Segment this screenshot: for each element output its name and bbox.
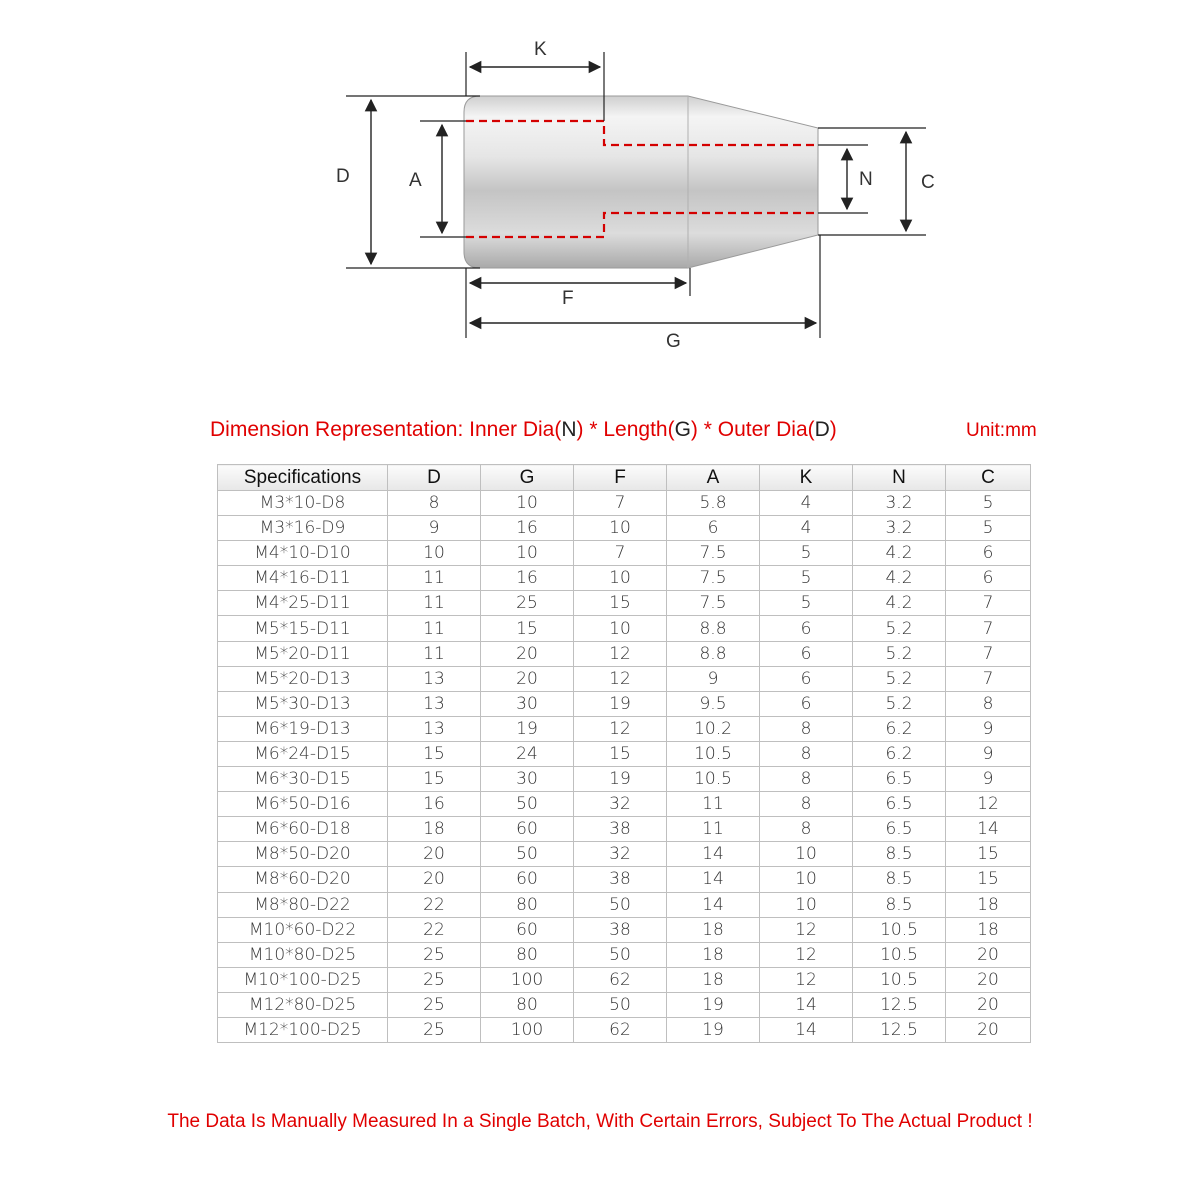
- value-cell-c: 9: [946, 716, 1031, 741]
- column-header-n: N: [853, 465, 946, 491]
- value-cell-d: 25: [388, 967, 481, 992]
- table-row: [218, 942, 1031, 967]
- value-cell-g: 30: [481, 767, 574, 792]
- value-cell-g: 60: [481, 917, 574, 942]
- table-row: [218, 716, 1031, 741]
- value-cell-g: 25: [481, 591, 574, 616]
- spec-cell: M6*19-D13: [218, 716, 388, 741]
- value-cell-c: 7: [946, 666, 1031, 691]
- value-cell-c: 20: [946, 992, 1031, 1017]
- dimension-diagram: [0, 0, 1200, 380]
- value-cell-k: 12: [760, 967, 853, 992]
- value-cell-c: 9: [946, 741, 1031, 766]
- value-cell-f: 12: [574, 666, 667, 691]
- value-cell-k: 5: [760, 566, 853, 591]
- value-cell-f: 7: [574, 541, 667, 566]
- spec-cell: M6*60-D18: [218, 817, 388, 842]
- value-cell-k: 4: [760, 491, 853, 516]
- value-cell-a: 11: [667, 792, 760, 817]
- value-cell-c: 18: [946, 917, 1031, 942]
- value-cell-n: 6.5: [853, 792, 946, 817]
- value-cell-c: 6: [946, 566, 1031, 591]
- bushing-body: [464, 96, 818, 268]
- value-cell-d: 11: [388, 566, 481, 591]
- value-cell-d: 20: [388, 867, 481, 892]
- column-header-specifications: Specifications: [218, 465, 388, 491]
- table-header-row: [218, 465, 1031, 491]
- value-cell-a: 10.5: [667, 767, 760, 792]
- table-row: [218, 867, 1031, 892]
- value-cell-f: 7: [574, 491, 667, 516]
- table-row: [218, 491, 1031, 516]
- heading-mid-1: ) * Length(: [576, 418, 675, 441]
- value-cell-k: 5: [760, 541, 853, 566]
- heading-mid-2: ) * Outer Dia(: [690, 418, 815, 441]
- value-cell-n: 10.5: [853, 917, 946, 942]
- value-cell-k: 12: [760, 917, 853, 942]
- value-cell-n: 6.5: [853, 767, 946, 792]
- value-cell-k: 6: [760, 666, 853, 691]
- value-cell-k: 12: [760, 942, 853, 967]
- value-cell-a: 7.5: [667, 566, 760, 591]
- value-cell-d: 10: [388, 541, 481, 566]
- value-cell-k: 8: [760, 716, 853, 741]
- column-header-a: A: [667, 465, 760, 491]
- value-cell-k: 6: [760, 691, 853, 716]
- specifications-table: [217, 464, 1031, 1043]
- spec-cell: M4*25-D11: [218, 591, 388, 616]
- value-cell-c: 6: [946, 541, 1031, 566]
- value-cell-f: 15: [574, 741, 667, 766]
- value-cell-f: 38: [574, 917, 667, 942]
- value-cell-k: 10: [760, 892, 853, 917]
- value-cell-c: 12: [946, 792, 1031, 817]
- value-cell-c: 20: [946, 967, 1031, 992]
- value-cell-a: 18: [667, 967, 760, 992]
- dim-label-a: A: [409, 170, 422, 191]
- value-cell-a: 19: [667, 1017, 760, 1042]
- heading-suffix: ): [829, 418, 837, 441]
- value-cell-k: 5: [760, 591, 853, 616]
- value-cell-f: 12: [574, 641, 667, 666]
- value-cell-f: 38: [574, 817, 667, 842]
- value-cell-a: 6: [667, 516, 760, 541]
- value-cell-d: 13: [388, 666, 481, 691]
- value-cell-g: 19: [481, 716, 574, 741]
- value-cell-c: 7: [946, 591, 1031, 616]
- value-cell-f: 50: [574, 892, 667, 917]
- value-cell-a: 19: [667, 992, 760, 1017]
- value-cell-d: 15: [388, 767, 481, 792]
- value-cell-a: 8.8: [667, 641, 760, 666]
- value-cell-k: 8: [760, 767, 853, 792]
- value-cell-d: 13: [388, 716, 481, 741]
- value-cell-d: 16: [388, 792, 481, 817]
- spec-cell: M6*30-D15: [218, 767, 388, 792]
- spec-cell: M3*16-D9: [218, 516, 388, 541]
- spec-cell: M10*100-D25: [218, 967, 388, 992]
- value-cell-n: 10.5: [853, 967, 946, 992]
- table-row: [218, 992, 1031, 1017]
- value-cell-d: 15: [388, 741, 481, 766]
- spec-cell: M10*60-D22: [218, 917, 388, 942]
- value-cell-g: 20: [481, 641, 574, 666]
- table-row: [218, 591, 1031, 616]
- value-cell-c: 20: [946, 1017, 1031, 1042]
- value-cell-f: 10: [574, 516, 667, 541]
- table-row: [218, 516, 1031, 541]
- value-cell-g: 100: [481, 1017, 574, 1042]
- value-cell-a: 14: [667, 842, 760, 867]
- value-cell-k: 4: [760, 516, 853, 541]
- value-cell-n: 10.5: [853, 942, 946, 967]
- value-cell-g: 60: [481, 817, 574, 842]
- unit-label: Unit:mm: [966, 420, 1037, 441]
- value-cell-g: 100: [481, 967, 574, 992]
- value-cell-c: 15: [946, 842, 1031, 867]
- table-row: [218, 616, 1031, 641]
- value-cell-n: 5.2: [853, 691, 946, 716]
- value-cell-k: 8: [760, 741, 853, 766]
- value-cell-n: 8.5: [853, 867, 946, 892]
- value-cell-c: 5: [946, 491, 1031, 516]
- heading-prefix: Dimension Representation: Inner Dia(: [210, 418, 562, 441]
- value-cell-g: 60: [481, 867, 574, 892]
- heading-letter-g: G: [674, 418, 691, 441]
- value-cell-g: 80: [481, 942, 574, 967]
- value-cell-n: 5.2: [853, 641, 946, 666]
- value-cell-g: 80: [481, 992, 574, 1017]
- value-cell-c: 9: [946, 767, 1031, 792]
- spec-cell: M8*80-D22: [218, 892, 388, 917]
- value-cell-k: 14: [760, 1017, 853, 1042]
- value-cell-a: 18: [667, 917, 760, 942]
- value-cell-d: 20: [388, 842, 481, 867]
- table-row: [218, 767, 1031, 792]
- value-cell-a: 9.5: [667, 691, 760, 716]
- table-row: [218, 917, 1031, 942]
- value-cell-f: 12: [574, 716, 667, 741]
- value-cell-n: 6.2: [853, 741, 946, 766]
- table-row: [218, 967, 1031, 992]
- value-cell-n: 3.2: [853, 491, 946, 516]
- value-cell-d: 25: [388, 942, 481, 967]
- value-cell-d: 13: [388, 691, 481, 716]
- spec-cell: M8*60-D20: [218, 867, 388, 892]
- value-cell-a: 9: [667, 666, 760, 691]
- dim-label-f: F: [562, 288, 574, 309]
- value-cell-a: 14: [667, 867, 760, 892]
- value-cell-d: 11: [388, 591, 481, 616]
- value-cell-f: 50: [574, 992, 667, 1017]
- value-cell-n: 12.5: [853, 1017, 946, 1042]
- value-cell-g: 16: [481, 516, 574, 541]
- value-cell-c: 8: [946, 691, 1031, 716]
- value-cell-g: 50: [481, 842, 574, 867]
- value-cell-f: 62: [574, 1017, 667, 1042]
- value-cell-a: 10.5: [667, 741, 760, 766]
- heading-letter-d: D: [814, 418, 830, 441]
- table-body: [218, 491, 1031, 1043]
- value-cell-a: 5.8: [667, 491, 760, 516]
- value-cell-k: 8: [760, 792, 853, 817]
- value-cell-g: 10: [481, 541, 574, 566]
- value-cell-f: 19: [574, 767, 667, 792]
- spec-cell: M3*10-D8: [218, 491, 388, 516]
- value-cell-f: 10: [574, 566, 667, 591]
- measurement-disclaimer: The Data Is Manually Measured In a Single Batch, With Certain Errors, Subject To The Actual Product !: [167, 1111, 1033, 1132]
- value-cell-n: 4.2: [853, 541, 946, 566]
- value-cell-g: 15: [481, 616, 574, 641]
- value-cell-d: 25: [388, 992, 481, 1017]
- value-cell-c: 15: [946, 867, 1031, 892]
- value-cell-n: 12.5: [853, 992, 946, 1017]
- value-cell-a: 11: [667, 817, 760, 842]
- value-cell-c: 7: [946, 641, 1031, 666]
- dim-label-n: N: [859, 169, 873, 190]
- value-cell-n: 4.2: [853, 591, 946, 616]
- value-cell-f: 19: [574, 691, 667, 716]
- value-cell-g: 30: [481, 691, 574, 716]
- value-cell-f: 38: [574, 867, 667, 892]
- value-cell-k: 10: [760, 842, 853, 867]
- value-cell-k: 8: [760, 817, 853, 842]
- value-cell-a: 7.5: [667, 591, 760, 616]
- table-row: [218, 1017, 1031, 1042]
- value-cell-d: 18: [388, 817, 481, 842]
- heading-letter-n: N: [561, 418, 577, 441]
- value-cell-k: 6: [760, 641, 853, 666]
- value-cell-g: 20: [481, 666, 574, 691]
- spec-cell: M8*50-D20: [218, 842, 388, 867]
- value-cell-f: 50: [574, 942, 667, 967]
- value-cell-g: 10: [481, 491, 574, 516]
- column-header-f: F: [574, 465, 667, 491]
- value-cell-k: 6: [760, 616, 853, 641]
- value-cell-a: 14: [667, 892, 760, 917]
- table-row: [218, 741, 1031, 766]
- value-cell-g: 16: [481, 566, 574, 591]
- value-cell-a: 7.5: [667, 541, 760, 566]
- value-cell-g: 80: [481, 892, 574, 917]
- value-cell-c: 14: [946, 817, 1031, 842]
- value-cell-n: 6.5: [853, 817, 946, 842]
- value-cell-f: 10: [574, 616, 667, 641]
- table-row: [218, 541, 1031, 566]
- value-cell-c: 7: [946, 616, 1031, 641]
- table-row: [218, 842, 1031, 867]
- table-row: [218, 817, 1031, 842]
- spec-cell: M5*30-D13: [218, 691, 388, 716]
- value-cell-a: 8.8: [667, 616, 760, 641]
- spec-cell: M6*50-D16: [218, 792, 388, 817]
- value-cell-f: 15: [574, 591, 667, 616]
- value-cell-n: 3.2: [853, 516, 946, 541]
- value-cell-n: 6.2: [853, 716, 946, 741]
- table-row: [218, 792, 1031, 817]
- column-header-c: C: [946, 465, 1031, 491]
- spec-cell: M12*100-D25: [218, 1017, 388, 1042]
- dim-label-d: D: [336, 166, 350, 187]
- table-row: [218, 666, 1031, 691]
- value-cell-d: 22: [388, 917, 481, 942]
- value-cell-n: 4.2: [853, 566, 946, 591]
- value-cell-c: 20: [946, 942, 1031, 967]
- table-row: [218, 691, 1031, 716]
- value-cell-n: 5.2: [853, 616, 946, 641]
- dim-label-g: G: [666, 331, 681, 352]
- value-cell-g: 50: [481, 792, 574, 817]
- value-cell-f: 32: [574, 842, 667, 867]
- value-cell-f: 32: [574, 792, 667, 817]
- table-row: [218, 892, 1031, 917]
- value-cell-n: 8.5: [853, 842, 946, 867]
- value-cell-c: 18: [946, 892, 1031, 917]
- dim-label-k: K: [534, 39, 547, 60]
- value-cell-f: 62: [574, 967, 667, 992]
- spec-cell: M4*10-D10: [218, 541, 388, 566]
- value-cell-c: 5: [946, 516, 1031, 541]
- value-cell-n: 5.2: [853, 666, 946, 691]
- spec-cell: M5*20-D13: [218, 666, 388, 691]
- spec-cell: M5*15-D11: [218, 616, 388, 641]
- value-cell-k: 14: [760, 992, 853, 1017]
- spec-cell: M5*20-D11: [218, 641, 388, 666]
- spec-cell: M6*24-D15: [218, 741, 388, 766]
- value-cell-d: 9: [388, 516, 481, 541]
- value-cell-k: 10: [760, 867, 853, 892]
- table-row: [218, 641, 1031, 666]
- value-cell-a: 10.2: [667, 716, 760, 741]
- value-cell-d: 25: [388, 1017, 481, 1042]
- table-row: [218, 566, 1031, 591]
- value-cell-a: 18: [667, 942, 760, 967]
- column-header-k: K: [760, 465, 853, 491]
- value-cell-d: 22: [388, 892, 481, 917]
- spec-cell: M10*80-D25: [218, 942, 388, 967]
- column-header-d: D: [388, 465, 481, 491]
- spec-cell: M12*80-D25: [218, 992, 388, 1017]
- value-cell-d: 11: [388, 616, 481, 641]
- value-cell-g: 24: [481, 741, 574, 766]
- value-cell-d: 11: [388, 641, 481, 666]
- value-cell-d: 8: [388, 491, 481, 516]
- dimension-representation-heading: [210, 418, 837, 442]
- column-header-g: G: [481, 465, 574, 491]
- value-cell-n: 8.5: [853, 892, 946, 917]
- spec-cell: M4*16-D11: [218, 566, 388, 591]
- dim-label-c: C: [921, 172, 935, 193]
